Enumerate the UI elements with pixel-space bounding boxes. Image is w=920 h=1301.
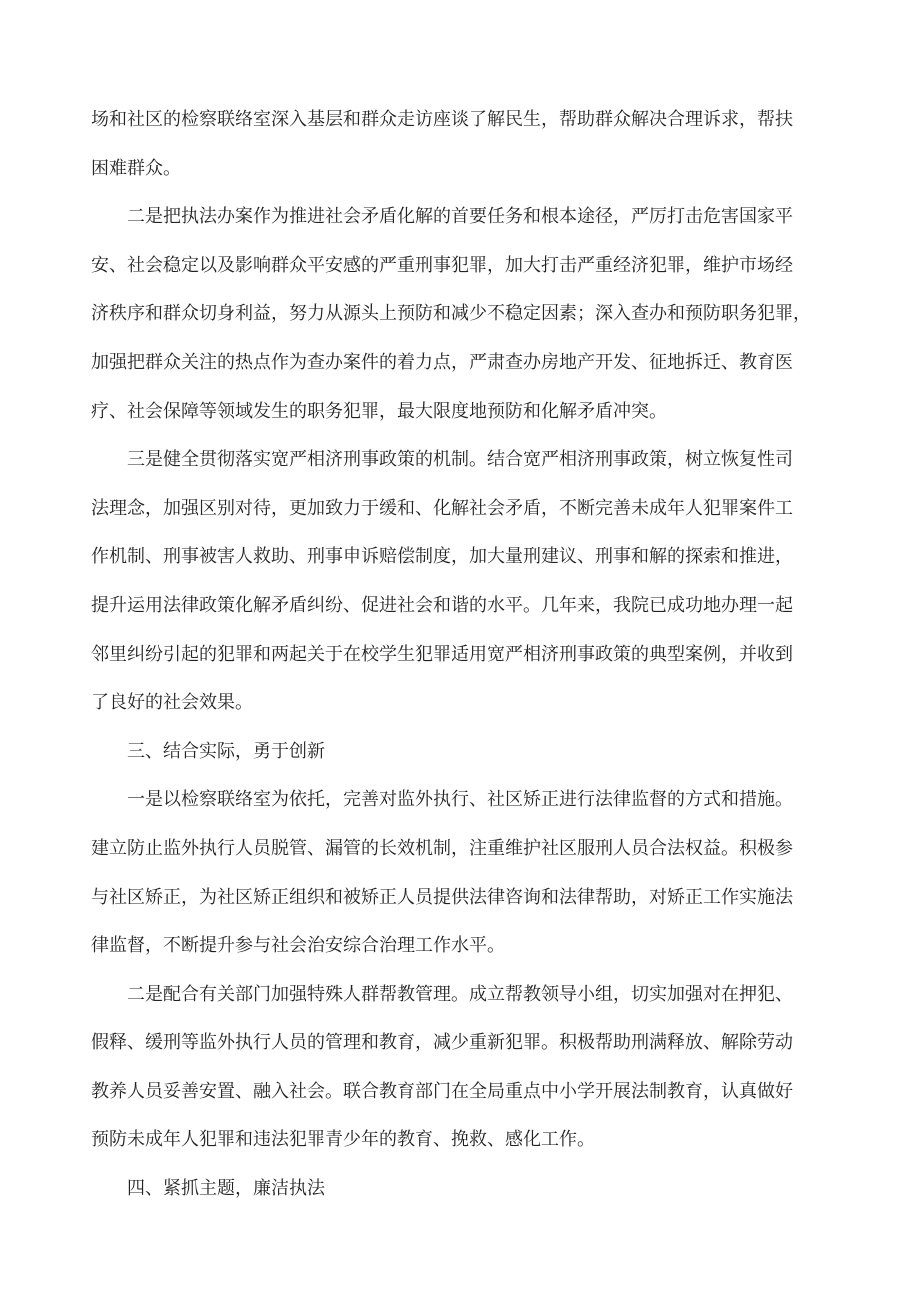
paragraph [91, 96, 851, 193]
section-heading [91, 728, 851, 777]
text-line: 安、社会稳定以及影响群众平安感的严重刑事犯罪，加大打击严重经济犯罪，维护市场经 [91, 254, 793, 276]
text-line: 疗、社会保障等领域发生的职务犯罪，最大限度地预防和化解矛盾冲突。 [91, 400, 667, 422]
text-line: 加强把群众关注的热点作为查办案件的着力点，严肃查办房地产开发、征地拆迁、教育医 [91, 351, 793, 373]
text-line: 预防未成年人犯罪和违法犯罪青少年的教育、挽救、感化工作。 [91, 1129, 595, 1151]
text-line: 邻里纠纷引起的犯罪和两起关于在校学生犯罪适用宽严相济刑事政策的典型案例，并收到 [91, 643, 793, 665]
text-line: 教养人员妥善安置、融入社会。联合教育部门在全局重点中小学开展法制教育，认真做好 [91, 1080, 793, 1102]
text-line: 一是以检察联络室为依托，完善对监外执行、社区矫正进行法律监督的方式和措施。 [127, 789, 793, 811]
text-line: 了良好的社会效果。 [91, 692, 253, 714]
text-line: 二是把执法办案作为推进社会矛盾化解的首要任务和根本途径，严厉打击危害国家平 [127, 206, 793, 228]
paragraph [91, 971, 851, 1165]
paragraph [91, 193, 851, 436]
paragraph [91, 776, 851, 970]
text-line: 困难群众。 [91, 157, 181, 179]
text-line: 建立防止监外执行人员脱管、漏管的长效机制，注重维护社区服刑人员合法权益。积极参 [91, 837, 793, 859]
text-line: 济秩序和群众切身利益，努力从源头上预防和减少不稳定因素；深入查办和预防职务犯罪， [91, 303, 811, 325]
text-line: 法理念，加强区别对待，更加致力于缓和、化解社会矛盾，不断完善未成年人犯罪案件工 [91, 497, 793, 519]
text-line: 三是健全贯彻落实宽严相济刑事政策的机制。结合宽严相济刑事政策，树立恢复性司 [127, 449, 793, 471]
text-line: 与社区矫正，为社区矫正组织和被矫正人员提供法律咨询和法律帮助，对矫正工作实施法 [91, 886, 793, 908]
text-line: 律监督，不断提升参与社会治安综合治理工作水平。 [91, 935, 505, 957]
paragraph [91, 436, 851, 728]
text-line: 提升运用法律政策化解矛盾纠纷、促进社会和谐的水平。几年来，我院已成功地办理一起 [91, 594, 793, 616]
text-line: 场和社区的检察联络室深入基层和群众走访座谈了解民生，帮助群众解决合理诉求，帮扶 [91, 109, 793, 130]
text-line: 作机制、刑事被害人救助、刑事申诉赔偿制度，加大量刑建议、刑事和解的探索和推进， [91, 546, 793, 568]
section-heading [91, 1165, 851, 1214]
text-line: 二是配合有关部门加强特殊人群帮教管理。成立帮教领导小组，切实加强对在押犯、 [127, 983, 793, 1005]
heading-line: 三、结合实际，勇于创新 [127, 740, 325, 762]
heading-line: 四、紧抓主题，廉洁执法 [127, 1178, 325, 1200]
document-page [91, 96, 851, 1214]
text-line: 假释、缓刑等监外执行人员的管理和教育，减少重新犯罪。积极帮助刑满释放、解除劳动 [91, 1032, 793, 1054]
